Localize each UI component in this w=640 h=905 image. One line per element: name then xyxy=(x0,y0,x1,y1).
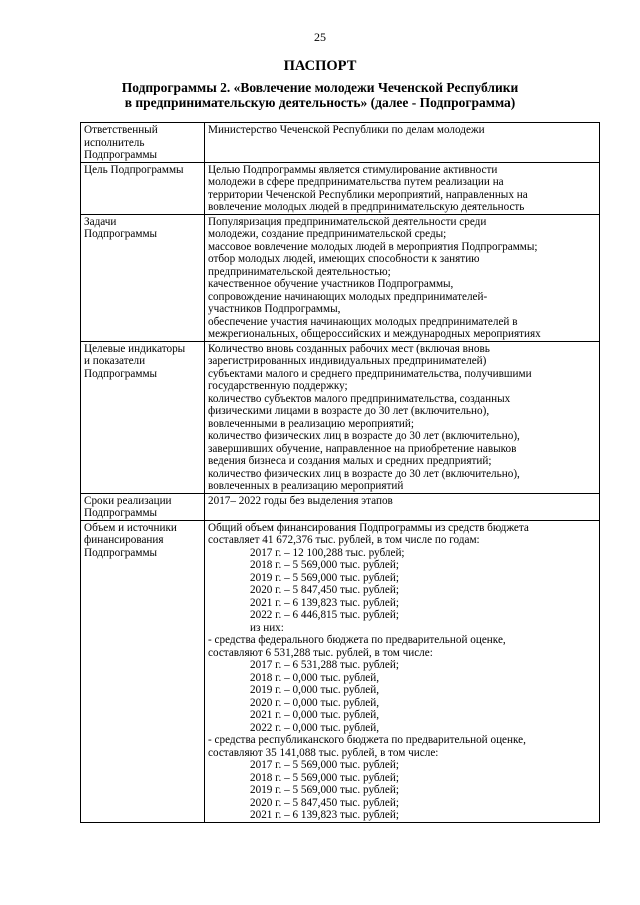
row-content-cell xyxy=(205,520,600,822)
document-title: ПАСПОРТ xyxy=(283,58,357,74)
table-row xyxy=(81,123,600,163)
federal-intro-line: - средства федерального бюджета по предварительной оценке, xyxy=(208,634,506,646)
row-label-line: исполнитель xyxy=(84,136,145,149)
regional-year-line: 2017 г. – 5 569,000 тыс. рублей; xyxy=(250,759,399,771)
regional-year-line: 2018 г. – 5 569,000 тыс. рублей; xyxy=(250,771,399,784)
row-content-line: массовое вовлечение молодых людей в мероприятия Подпрограммы; xyxy=(208,240,538,253)
row-content-line: молодежи, создание предпринимательской среды; xyxy=(208,228,447,240)
federal-intro-line: составляют 6 531,288 тыс. рублей, в том числе: xyxy=(208,646,433,659)
federal-year-line: 2022 г. – 0,000 тыс. рублей, xyxy=(250,721,380,734)
table-row xyxy=(81,214,600,341)
row-label-cell xyxy=(81,162,205,214)
row-label-cell xyxy=(81,341,205,493)
financing-year-line: 2022 г. – 6 446,815 тыс. рублей; xyxy=(250,609,399,621)
financing-year-line: 2020 г. – 5 847,450 тыс. рублей; xyxy=(250,584,399,596)
table-row xyxy=(81,493,600,520)
financing-year-line: 2019 г. – 5 569,000 тыс. рублей; xyxy=(250,571,399,584)
row-label-line: Объем и источники xyxy=(84,521,177,534)
financing-intro-line: составляет 41 672,376 тыс. рублей, в том числе по годам: xyxy=(208,534,480,546)
row-label-line: Сроки реализации xyxy=(84,494,172,507)
row-content-line: вовлеченными в реализацию мероприятий; xyxy=(208,417,414,430)
row-content-line: качественное обучение участников Подпрограммы, xyxy=(208,278,454,290)
row-content-line: сопровождение начинающих молодых предпринимателей- xyxy=(208,290,488,303)
row-content-line: Министерство Чеченской Республики по делам молодежи xyxy=(208,124,485,136)
financing-year-line: 2018 г. – 5 569,000 тыс. рублей; xyxy=(250,559,399,571)
financing-intro-line: Общий объем финансирования Подпрограммы из средств бюджета xyxy=(208,521,529,534)
row-label-line: Подпрограммы xyxy=(84,367,158,380)
table-row-financing xyxy=(81,520,600,822)
row-label-line: Целевые индикаторы xyxy=(84,342,186,355)
document-subtitle xyxy=(60,80,580,110)
row-label-line: финансирования xyxy=(84,534,164,546)
row-content-line: государственную поддержку; xyxy=(208,380,348,392)
row-content-cell xyxy=(205,162,600,214)
row-label-line: и показатели xyxy=(84,355,146,367)
row-label-line: Цель Подпрограммы xyxy=(84,163,184,176)
row-label-cell xyxy=(81,520,205,822)
subtitle-line: Подпрограммы 2. «Вовлечение молодежи Чеченской Республики xyxy=(121,80,519,95)
row-label-line: Подпрограммы xyxy=(84,546,158,559)
row-content-line: 2017– 2022 годы без выделения этапов xyxy=(208,494,393,507)
row-label-line: Подпрограммы xyxy=(84,507,158,519)
row-label-line: Подпрограммы xyxy=(84,149,158,161)
regional-intro-line: составляют 35 141,088 тыс. рублей, в том числе: xyxy=(208,746,439,759)
row-content-line: отбор молодых людей, имеющих способности к занятию xyxy=(208,253,480,265)
row-label-cell xyxy=(81,493,205,520)
row-content-line: количество физических лиц в возрасте до 30 лет (включительно), xyxy=(208,430,520,442)
row-content-line: предпринимательской деятельностью; xyxy=(208,265,391,278)
table-row xyxy=(81,162,600,214)
row-content-cell xyxy=(205,123,600,163)
row-label-line: Подпрограммы xyxy=(84,228,158,240)
row-label-cell xyxy=(81,214,205,341)
row-label-line: Ответственный xyxy=(84,124,158,136)
row-content-line: ведения бизнеса и создания малых и средних предприятий; xyxy=(208,455,492,467)
row-content-line: молодежи в сфере предпринимательства путем реализации на xyxy=(208,176,504,188)
federal-year-line: 2021 г. – 0,000 тыс. рублей, xyxy=(250,709,380,721)
subtitle-line: в предпринимательскую деятельность» (далее - Подпрограмма) xyxy=(124,95,516,110)
regional-year-line: 2021 г. – 6 139,823 тыс. рублей; xyxy=(250,809,399,821)
financing-year-line: 2017 г. – 12 100,288 тыс. рублей; xyxy=(250,546,405,559)
regional-year-line: 2020 г. – 5 847,450 тыс. рублей; xyxy=(250,796,399,809)
row-content-line: обеспечение участия начинающих молодых предпринимателей в xyxy=(208,315,518,328)
row-content-line: физическими лицами в возрасте до 30 лет (включительно), xyxy=(208,405,490,417)
row-label-line: Задачи xyxy=(84,215,117,228)
row-content-line: Количество вновь созданных рабочих мест (включая вновь xyxy=(208,342,490,355)
federal-year-line: 2018 г. – 0,000 тыс. рублей, xyxy=(250,671,380,684)
row-content-cell xyxy=(205,493,600,520)
passport-table xyxy=(80,122,600,823)
row-content-line: количество субъектов малого предпринимательства, созданных xyxy=(208,392,511,405)
financing-year-line: 2021 г. – 6 139,823 тыс. рублей; xyxy=(250,596,399,609)
row-content-line: территории Чеченской Республики мероприятий, направленных на xyxy=(208,188,528,201)
row-label-cell xyxy=(81,123,205,163)
federal-year-line: 2019 г. – 0,000 тыс. рублей, xyxy=(250,684,380,696)
row-content-line: зарегистрированных индивидуальных предпринимателей) xyxy=(208,355,487,367)
row-content-line: Популяризация предпринимательской деятельности среди xyxy=(208,215,487,228)
row-content-cell xyxy=(205,214,600,341)
table-row xyxy=(81,341,600,493)
row-content-line: вовлеченных в реализацию мероприятий xyxy=(208,480,404,492)
row-content-line: количество физических лиц в возрасте до 30 лет (включительно), xyxy=(208,467,520,480)
regional-intro-line: - средства республиканского бюджета по предварительной оценке, xyxy=(208,734,526,746)
regional-year-line: 2019 г. – 5 569,000 тыс. рублей; xyxy=(250,784,399,796)
row-content-line: вовлечение молодых людей в предпринимательскую деятельность xyxy=(208,201,525,213)
row-content-line: завершивших обучение, направленное на приобретение навыков xyxy=(208,442,517,455)
page-number: 25 xyxy=(314,30,326,44)
federal-year-line: 2017 г. – 6 531,288 тыс. рублей; xyxy=(250,659,399,671)
row-content-line: Целью Подпрограммы является стимулирование активности xyxy=(208,163,498,176)
federal-year-line: 2020 г. – 0,000 тыс. рублей, xyxy=(250,696,380,709)
row-content-line: межрегиональных, общероссийских и международных мероприятиях xyxy=(208,328,541,340)
row-content-line: субъектами малого и среднего предпринимательства, получившими xyxy=(208,367,532,380)
row-content-line: участников Подпрограммы, xyxy=(208,303,341,315)
financing-year-line: из них: xyxy=(250,621,284,634)
row-content-cell xyxy=(205,341,600,493)
